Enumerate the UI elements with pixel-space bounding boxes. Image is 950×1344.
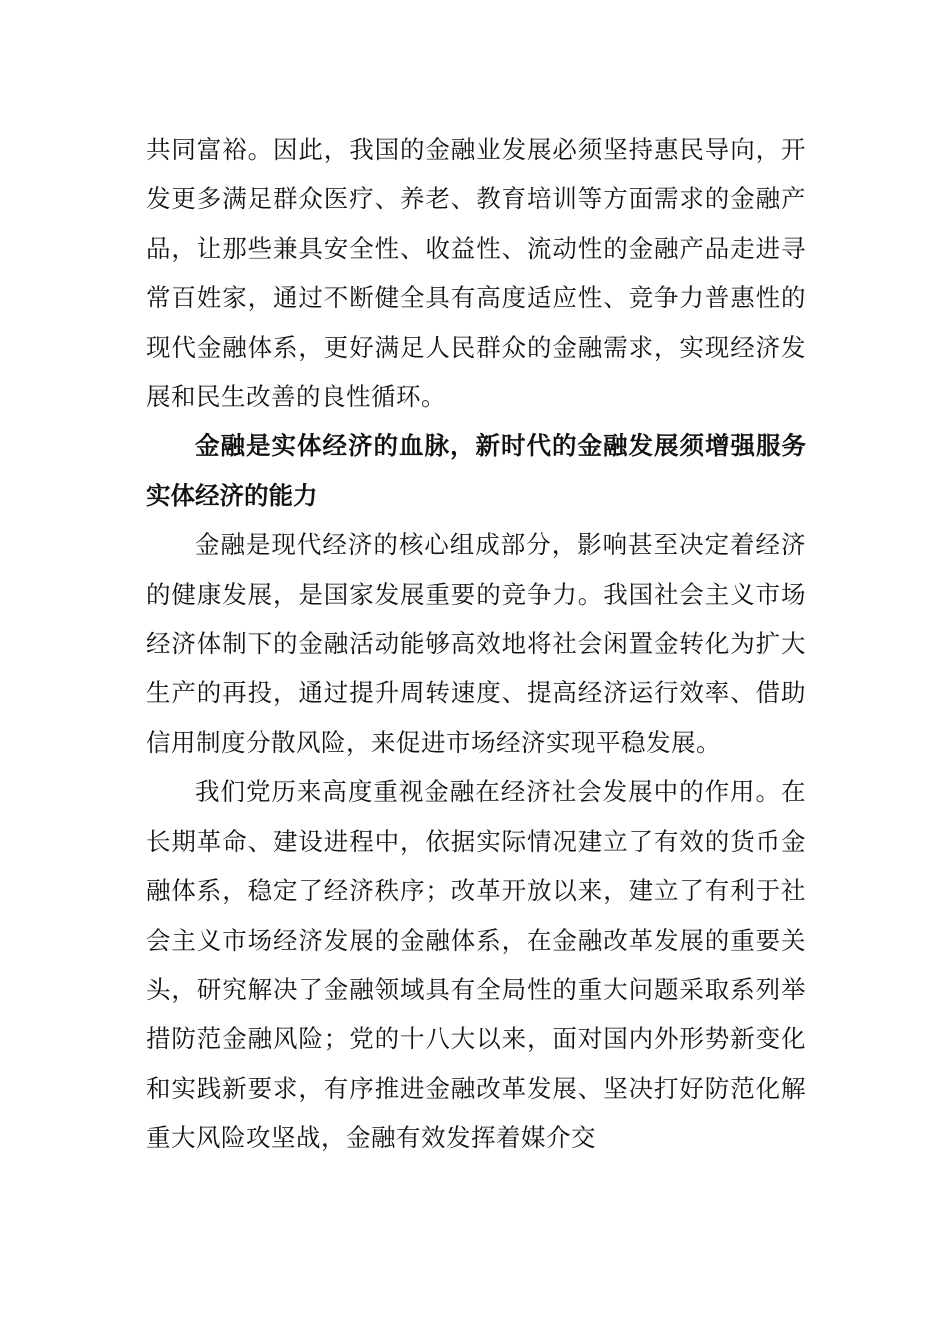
document-page: [146, 125, 806, 1163]
paragraph-finance-core: 金融是现代经济的核心组成部分，影响甚至决定着经济的健康发展，是国家发展重要的竞争力。我国社会主义市场经济体制下的金融活动能够高效地将社会闲置金转化为扩大生产的再投，通过提升周转速度、提高经济运行效率、借助信用制度分散风险，来促进市场经济实现平稳发展。: [146, 530, 806, 757]
paragraph-common-prosperity: 共同富裕。因此，我国的金融业发展必须坚持惠民导向，开发更多满足群众医疗、养老、教育培训等方面需求的金融产品，让那些兼具安全性、收益性、流动性的金融产品走进寻常百姓家，通过不断健全具有高度适应性、竞争力普惠性的现代金融体系，更好满足人民群众的金融需求，实现经济发展和民生改善的良性循环。: [146, 135, 806, 412]
paragraph-party-finance-history: 我们党历来高度重视金融在经济社会发展中的作用。在长期革命、建设进程中，依据实际情况建立了有效的货币金融体系，稳定了经济秩序；改革开放以来，建立了有利于社会主义市场经济发展的金融体系，在金融改革发展的重要关头，研究解决了金融领域具有全局性的重大问题采取系列举措防范金融风险；党的十八大以来，面对国内外形势新变化和实践新要求，有序推进金融改革发展、坚决打好防范化解重大风险攻坚战，金融有效发挥着媒介交: [146, 777, 806, 1153]
section-heading: 金融是实体经济的血脉，新时代的金融发展须增强服务实体经济的能力: [146, 431, 806, 510]
